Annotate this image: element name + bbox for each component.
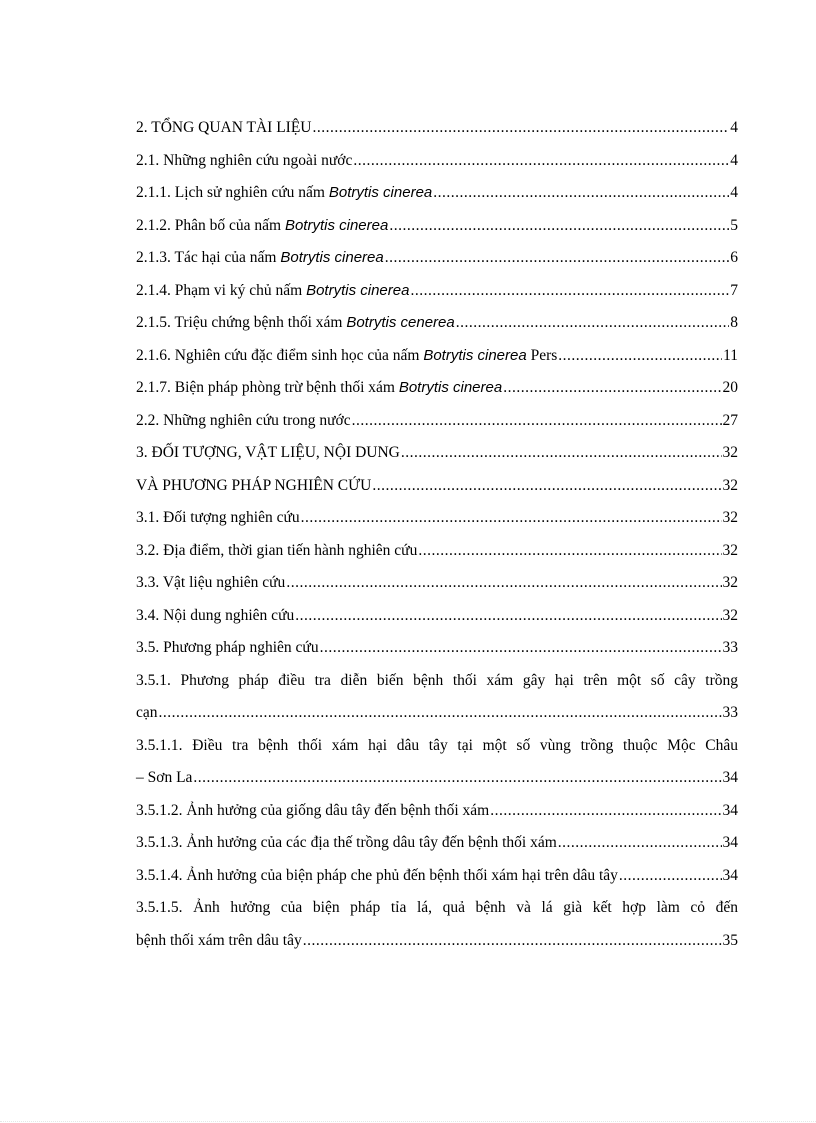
toc-entry[interactable]: [136, 307, 738, 340]
toc-entry-species: Botrytis cinerea: [398, 379, 503, 396]
toc-leader-dots: [313, 112, 730, 145]
toc-entry-title: 2.2. Những nghiên cứu trong nước: [136, 411, 351, 429]
toc-entry[interactable]: [136, 437, 738, 470]
toc-entry-title: 3.4. Nội dung nghiên cứu: [136, 606, 295, 624]
toc-entry-title: 3.5.1.2. Ảnh hưởng của giống dâu tây đến bệnh thối xám: [136, 801, 490, 819]
toc-leader-dots: [353, 145, 729, 178]
toc-entry-title: 3.5.1.5. Ảnh hưởng của biện pháp tỉa lá, quả bệnh và lá già kết hợp làm cỏ đến: [136, 899, 738, 916]
toc-entry-title: 2.1.5. Triệu chứng bệnh thối xám: [136, 314, 347, 331]
toc-page-number: 32: [722, 574, 738, 591]
toc-leader-dots: [303, 925, 722, 958]
toc-entry-wrapped[interactable]: [136, 892, 738, 925]
page-bottom-divider: [0, 1121, 816, 1122]
toc-page-number: 32: [722, 541, 738, 559]
toc-entry[interactable]: [136, 405, 738, 438]
toc-entry[interactable]: [136, 632, 738, 665]
toc-entry[interactable]: [136, 567, 738, 600]
toc-page-number: 20: [722, 379, 738, 396]
toc-entry-wrapped[interactable]: [136, 665, 738, 698]
toc-entry-title: 2.1.7. Biện pháp phòng trừ bệnh thối xám: [136, 379, 399, 396]
toc-entry[interactable]: [136, 372, 738, 405]
toc-page-number: 4: [730, 151, 738, 169]
toc-entry-title: 2.1.1. Lịch sử nghiên cứu nấm: [136, 184, 329, 201]
toc-entry[interactable]: [136, 112, 738, 145]
toc-leader-dots: [558, 827, 722, 860]
toc-entry-title: 2. TỔNG QUAN TÀI LIỆU: [136, 119, 312, 136]
toc-page-number: 35: [722, 931, 738, 949]
toc-entry-wrapped[interactable]: [136, 730, 738, 763]
toc-entry-continuation[interactable]: [136, 925, 738, 958]
toc-entry-title: 3.5.1.3. Ảnh hưởng của các địa thế trồng dâu tây đến bệnh thối xám: [136, 834, 557, 851]
toc-entry-title: 2.1. Những nghiên cứu ngoài nước: [136, 151, 353, 169]
toc-leader-dots: [418, 535, 721, 568]
toc-entry-species: Botrytis cinerea: [306, 281, 410, 299]
toc-entry[interactable]: [136, 470, 738, 503]
toc-entry-title: 3. ĐỐI TƯỢNG, VẬT LIỆU, NỘI DUNG: [136, 444, 400, 461]
toc-entry-species: Botrytis cenerea: [346, 314, 455, 331]
toc-page-number: 6: [730, 249, 738, 266]
toc-entry-title: 3.5. Phương pháp nghiên cứu: [136, 639, 319, 656]
toc-entry[interactable]: [136, 145, 738, 178]
toc-entry-suffix: Pers: [526, 346, 558, 364]
toc-entry-title-cont: cạn: [136, 704, 158, 721]
toc-entry-species: Botrytis cinerea: [280, 249, 384, 266]
toc-entry-continuation[interactable]: [136, 762, 738, 795]
toc-entry-title-cont: bệnh thối xám trên dâu tây: [136, 931, 302, 949]
toc-page-number: 33: [722, 704, 738, 721]
toc-leader-dots: [159, 697, 722, 730]
toc-entry-title: 3.5.1. Phương pháp điều tra diễn biến bệnh thối xám gây hại trên một số cây trồng: [136, 671, 738, 689]
toc-entry[interactable]: [136, 275, 738, 308]
toc-page-number: 11: [723, 346, 738, 364]
toc-entry-title: 3.2. Địa điểm, thời gian tiến hành nghiên cứu: [136, 541, 418, 559]
toc-entry-title: VÀ PHƯƠNG PHÁP NGHIÊN CỨU: [136, 476, 372, 494]
toc-entry[interactable]: [136, 340, 738, 373]
toc-entry-title: 2.1.3. Tác hại của nấm: [136, 249, 281, 266]
toc-entry-title: 2.1.4. Phạm vi ký chủ nấm: [136, 281, 307, 299]
toc-entry[interactable]: [136, 242, 738, 275]
toc-page-number: 5: [730, 216, 738, 234]
toc-leader-dots: [401, 437, 722, 470]
toc-entry-title: 3.5.1.4. Ảnh hưởng của biện pháp che phủ đến bệnh thối xám hại trên dâu tây: [136, 866, 618, 884]
toc-leader-dots: [320, 632, 722, 665]
toc-entry[interactable]: [136, 535, 738, 568]
toc-leader-dots: [619, 860, 722, 893]
toc-leader-dots: [352, 405, 722, 438]
toc-page-number: 27: [722, 411, 738, 429]
toc-entry[interactable]: [136, 827, 738, 860]
toc-leader-dots: [490, 795, 721, 828]
toc-entry[interactable]: [136, 210, 738, 243]
toc-page-number: 34: [722, 769, 738, 786]
toc-entry[interactable]: [136, 502, 738, 535]
toc-leader-dots: [456, 307, 730, 340]
toc-leader-dots: [295, 600, 721, 633]
table-of-contents: [136, 112, 738, 957]
toc-entry-title: 2.1.6. Nghiên cứu đặc điểm sinh học của nấm: [136, 346, 424, 364]
toc-entry[interactable]: [136, 860, 738, 893]
toc-entry-species: Botrytis cinerea: [423, 346, 527, 364]
toc-leader-dots: [410, 275, 729, 308]
toc-page-number: 4: [730, 119, 738, 136]
toc-page-number: 34: [722, 866, 738, 884]
toc-leader-dots: [372, 470, 721, 503]
toc-entry[interactable]: [136, 600, 738, 633]
toc-page-number: 32: [722, 476, 738, 494]
toc-page-number: 7: [730, 281, 738, 299]
toc-entry-title: 3.1. Đối tượng nghiên cứu: [136, 509, 300, 526]
toc-entry-title: 3.5.1.1. Điều tra bệnh thối xám hại dâu tây tại một số vùng trồng thuộc Mộc Châu: [136, 736, 738, 754]
toc-entry-title: 3.3. Vật liệu nghiên cứu: [136, 574, 286, 591]
toc-entry-title-cont: – Sơn La: [136, 769, 193, 786]
toc-entry-title: 2.1.2. Phân bố của nấm: [136, 216, 285, 234]
toc-leader-dots: [433, 177, 729, 210]
toc-entry-species: Botrytis cinerea: [284, 216, 389, 234]
toc-page-number: 32: [722, 509, 738, 526]
toc-leader-dots: [503, 372, 721, 405]
toc-entry-continuation[interactable]: [136, 697, 738, 730]
toc-entry[interactable]: [136, 177, 738, 210]
toc-entry[interactable]: [136, 795, 738, 828]
toc-leader-dots: [286, 567, 721, 600]
toc-page-number: 32: [722, 606, 738, 624]
toc-page-number: 34: [722, 801, 738, 819]
toc-leader-dots: [301, 502, 722, 535]
toc-leader-dots: [385, 242, 730, 275]
toc-page-number: 34: [722, 834, 738, 851]
toc-entry-species: Botrytis cinerea: [328, 184, 433, 201]
toc-leader-dots: [389, 210, 729, 243]
toc-page-number: 8: [730, 314, 738, 331]
toc-page-number: 4: [730, 184, 738, 201]
toc-leader-dots: [558, 340, 722, 373]
toc-page-number: 33: [722, 639, 738, 656]
toc-leader-dots: [193, 762, 721, 795]
toc-page-number: 32: [722, 444, 738, 461]
